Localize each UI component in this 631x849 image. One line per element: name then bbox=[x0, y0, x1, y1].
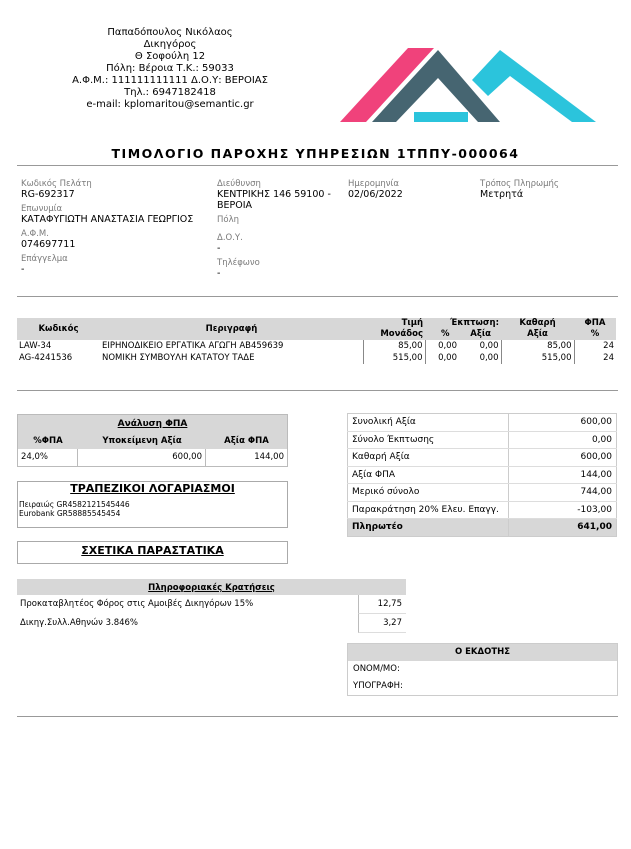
table-row bbox=[348, 501, 617, 519]
client-date-column bbox=[348, 179, 468, 200]
total-value: 744,00 bbox=[509, 484, 617, 502]
total-label: Μερικό σύνολο bbox=[348, 484, 509, 502]
table-row bbox=[348, 414, 617, 432]
bank-accounts-title: ΤΡΑΠΕΖΙΚΟΙ ΛΟΓΑΡΙΑΣΜΟΙ bbox=[70, 482, 235, 495]
vat-base-header: Υποκείμενη Αξία bbox=[102, 436, 182, 446]
items-table bbox=[17, 318, 616, 364]
item-description: ΝΟΜΙΚΗ ΣΥΜΒΟΥΛΗ ΚΑΤΑΤΟΥ ΤΑΔΕ bbox=[100, 352, 363, 364]
total-value: 144,00 bbox=[509, 466, 617, 484]
unit-price-header-2: Μονάδος bbox=[380, 329, 423, 339]
client-address-label: Διεύθυνση bbox=[217, 179, 261, 189]
items-header-row bbox=[17, 318, 616, 340]
total-label: Παρακράτηση 20% Ελευ. Επαγγ. bbox=[348, 501, 509, 519]
vat-amount-header: Αξία ΦΠΑ bbox=[224, 436, 269, 446]
col-net-header bbox=[501, 318, 574, 340]
item-discount-pct: 0,00 bbox=[438, 353, 457, 363]
bank-account-line: Πειραιώς GR4582121545446 bbox=[19, 500, 130, 509]
client-payment-column bbox=[480, 179, 610, 200]
table-row bbox=[17, 595, 406, 614]
issuer-block bbox=[40, 27, 300, 111]
table-row bbox=[348, 431, 617, 449]
invoice-date: 02/06/2022 bbox=[348, 189, 403, 200]
bank-accounts-box bbox=[17, 481, 288, 528]
table-row bbox=[348, 466, 617, 484]
discount-value-header: Αξία bbox=[470, 329, 491, 339]
total-label: Αξία ΦΠΑ bbox=[348, 466, 509, 484]
client-doy-label: Δ.Ο.Υ. bbox=[217, 233, 243, 243]
col-description-header: Περιγραφή bbox=[100, 318, 363, 340]
divider bbox=[17, 165, 618, 166]
client-occupation-label: Επάγγελμα bbox=[21, 254, 68, 264]
info-withholdings-title: Πληροφοριακές Κρατήσεις bbox=[17, 579, 406, 595]
related-docs-box bbox=[17, 541, 288, 564]
vat-header-1: ΦΠΑ bbox=[584, 318, 606, 328]
unit-price-header-1: Τιμή bbox=[401, 318, 423, 328]
client-afm: 074697711 bbox=[21, 239, 76, 250]
related-docs-title: ΣΧΕΤΙΚΑ ΠΑΡΑΣΤΑΤΙΚΑ bbox=[81, 544, 224, 557]
total-value: -103,00 bbox=[509, 501, 617, 519]
client-doy: - bbox=[217, 243, 221, 254]
vat-base: 600,00 bbox=[78, 449, 206, 466]
client-address-line1: ΚΕΝΤΡΙΚΗΣ 146 59100 - bbox=[217, 189, 331, 200]
vat-analysis-box bbox=[17, 414, 288, 467]
issuer-email: e-mail: kplomaritou@semantic.gr bbox=[86, 99, 254, 110]
issuer-phone: Τηλ.: 6947182418 bbox=[124, 87, 216, 98]
invoice-title: ΤΙΜΟΛΟΓΙΟ ΠΑΡΟΧΗΣ ΥΠΗΡΕΣΙΩΝ 1ΤΠΠΥ-000064 bbox=[111, 146, 520, 161]
divider bbox=[17, 296, 618, 297]
item-discount-value: 0,00 bbox=[459, 340, 501, 352]
net-header-2: Αξία bbox=[527, 329, 548, 339]
col-discount-header bbox=[425, 318, 501, 340]
client-address-column bbox=[217, 179, 347, 279]
client-name-label: Επωνυμία bbox=[21, 204, 63, 214]
issuer-signature-title: Ο ΕΚΔΟΤΗΣ bbox=[348, 644, 617, 661]
total-value: 600,00 bbox=[509, 414, 617, 432]
payment-method: Μετρητά bbox=[480, 189, 524, 200]
issuer-tax: Α.Φ.Μ.: 111111111111 Δ.Ο.Υ: ΒΕΡΟΙΑΣ bbox=[72, 75, 268, 86]
discount-pct-header: % bbox=[441, 329, 450, 339]
item-code: LAW-34 bbox=[19, 341, 52, 351]
signature-label: ΥΠΟΓΡΑΦΗ: bbox=[353, 681, 403, 691]
client-code-label: Κωδικός Πελάτη bbox=[21, 179, 92, 189]
client-address-line2: ΒΕΡΟΙΑ bbox=[217, 200, 253, 211]
net-header-1: Καθαρή bbox=[519, 318, 556, 328]
col-code-header: Κωδικός bbox=[17, 318, 100, 340]
item-description: ΕΙΡΗΝΟΔΙΚΕΙΟ ΕΡΓΑΤΙΚΑ ΑΓΩΓΗ ΑΒ459639 bbox=[100, 340, 363, 352]
item-vat: 24 bbox=[603, 341, 614, 351]
item-unit-price: 515,00 bbox=[363, 352, 425, 364]
client-afm-label: Α.Φ.Μ. bbox=[21, 229, 49, 239]
invoice-date-label: Ημερομηνία bbox=[348, 179, 400, 189]
item-vat: 24 bbox=[603, 353, 614, 363]
item-discount-value: 0,00 bbox=[459, 352, 501, 364]
client-code: RG-692317 bbox=[21, 189, 75, 200]
table-row bbox=[348, 449, 617, 467]
table-row bbox=[348, 484, 617, 502]
withholding-value: 12,75 bbox=[358, 595, 406, 614]
withholding-label: Προκαταβλητέος Φόρος στις Αμοιβές Δικηγόρων 15% bbox=[20, 599, 254, 609]
vat-rate-header: %ΦΠΑ bbox=[33, 436, 63, 446]
payable-row bbox=[348, 519, 617, 537]
item-discount-pct: 0,00 bbox=[438, 341, 457, 351]
table-row bbox=[17, 352, 616, 364]
vat-header-2: % bbox=[590, 329, 600, 339]
issuer-profession: Δικηγόρος bbox=[143, 39, 197, 50]
payable-value: 641,00 bbox=[509, 519, 617, 537]
vat-amount: 144,00 bbox=[254, 452, 284, 462]
logo-cyan-base bbox=[414, 112, 468, 122]
total-value: 600,00 bbox=[509, 449, 617, 467]
totals-table bbox=[347, 413, 617, 537]
payment-method-label: Τρόπος Πληρωμής bbox=[480, 179, 559, 189]
item-code: AG-4241536 bbox=[19, 353, 73, 363]
bank-account-line: Eurobank GR58885545454 bbox=[19, 509, 121, 518]
issuer-signature-box bbox=[347, 643, 618, 696]
table-row bbox=[18, 449, 287, 466]
table-row bbox=[17, 614, 406, 633]
total-label: Καθαρή Αξία bbox=[348, 449, 509, 467]
client-left-column bbox=[21, 179, 211, 275]
item-net: 515,00 bbox=[501, 352, 574, 364]
vat-analysis-header bbox=[18, 415, 287, 449]
issuer-street: Θ Σοφούλη 12 bbox=[134, 51, 206, 62]
divider bbox=[17, 716, 618, 717]
client-phone: - bbox=[217, 268, 221, 279]
item-net: 85,00 bbox=[501, 340, 574, 352]
col-unit-price-header bbox=[363, 318, 425, 340]
discount-header: Έκπτωση: bbox=[450, 318, 499, 328]
issuer-city: Πόλη: Βέροια Τ.Κ.: 59033 bbox=[106, 63, 234, 74]
issuer-name: Παπαδόπουλος Νικόλαος bbox=[107, 27, 233, 38]
withholding-label: Δικηγ.Συλλ.Αθηνών 3.846% bbox=[20, 618, 138, 628]
divider bbox=[17, 390, 618, 391]
info-withholdings-box bbox=[17, 579, 406, 633]
vat-rate: 24,0% bbox=[18, 449, 78, 466]
roof-logo-icon bbox=[340, 40, 600, 126]
payable-label: Πληρωτέο bbox=[348, 519, 509, 537]
client-city-label: Πόλη bbox=[217, 215, 240, 225]
vat-analysis-title: Ανάλυση ΦΠΑ bbox=[117, 419, 188, 429]
total-label: Σύνολο Έκπτωσης bbox=[348, 431, 509, 449]
col-vat-header bbox=[574, 318, 616, 340]
item-unit-price: 85,00 bbox=[363, 340, 425, 352]
client-occupation: - bbox=[21, 264, 25, 275]
total-label: Συνολική Αξία bbox=[348, 414, 509, 432]
withholding-value: 3,27 bbox=[358, 614, 406, 633]
table-row bbox=[17, 340, 616, 352]
signature-name-label: ΟΝΟΜ/ΜΟ: bbox=[353, 664, 400, 674]
client-phone-label: Τηλέφωνο bbox=[217, 258, 260, 268]
client-name: ΚΑΤΑΦΥΓΙΩΤΗ ΑΝΑΣΤΑΣΙΑ ΓΕΩΡΓΙΟΣ bbox=[21, 214, 194, 225]
total-value: 0,00 bbox=[509, 431, 617, 449]
